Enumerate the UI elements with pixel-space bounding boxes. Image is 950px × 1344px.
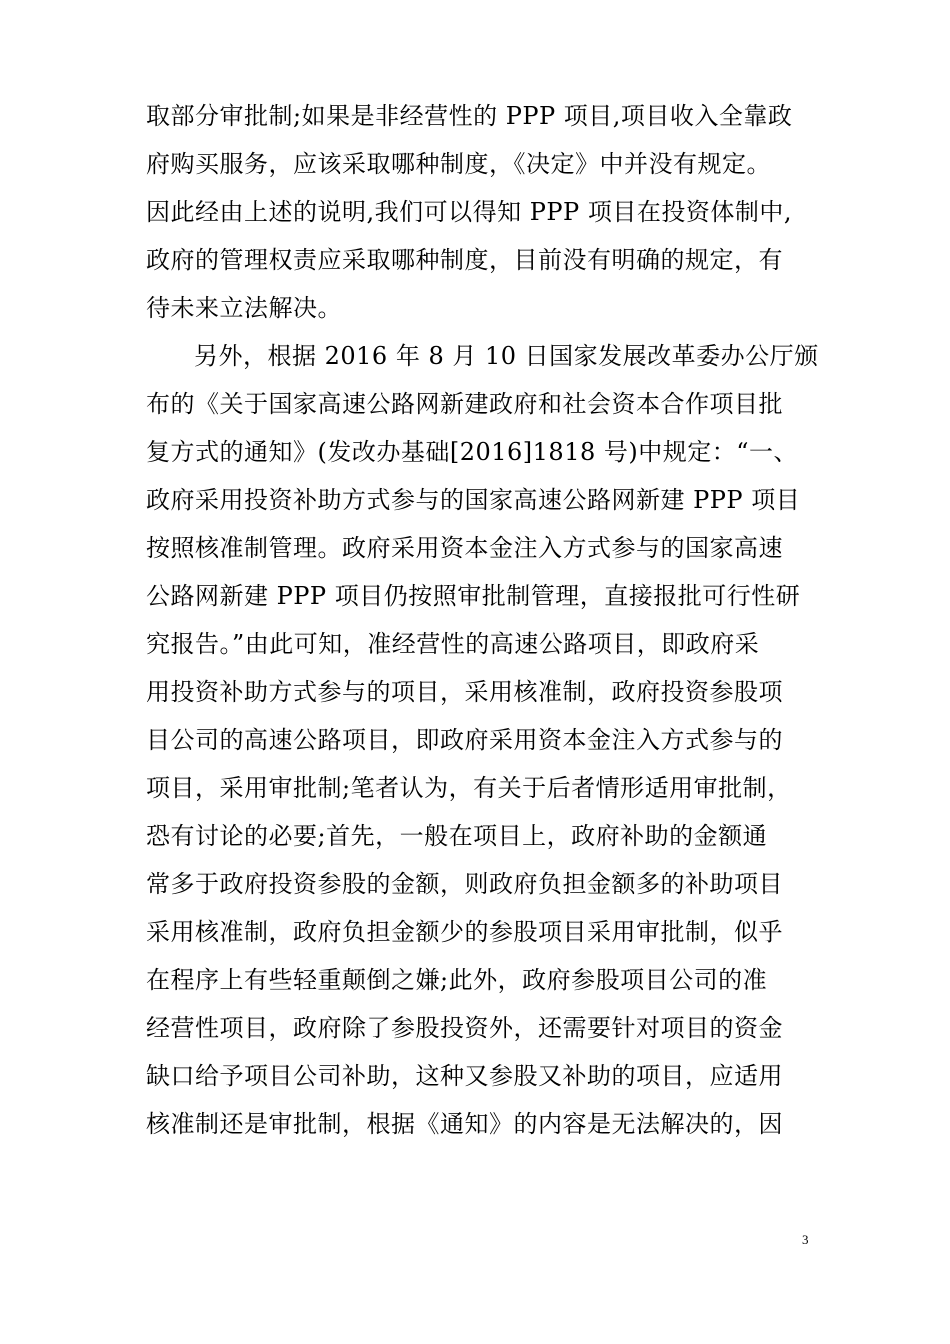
text-line: 采用核准制，政府负担金额少的参股项目采用审批制，似乎: [146, 918, 783, 946]
text-line: 按照核准制管理。政府采用资本金注入方式参与的国家高速: [146, 534, 783, 562]
text-line: 经营性项目，政府除了参股投资外，还需要针对项目的资金: [146, 1014, 783, 1042]
text-line: 政府的管理权责应采取哪种制度，目前没有明确的规定，有: [146, 246, 783, 274]
text-line: 取部分审批制;如果是非经营性的 PPP 项目,项目收入全靠政: [146, 102, 793, 130]
text-line: 核准制还是审批制，根据《通知》的内容是无法解决的，因: [146, 1110, 783, 1138]
page-number: 3: [802, 1232, 809, 1247]
text-line: 府购买服务，应该采取哪种制度，《决定》中并没有规定。: [146, 150, 771, 178]
text-line: 公路网新建 PPP 项目仍按照审批制管理，直接报批可行性研: [146, 582, 801, 610]
paragraph-start-line: 另外，根据 2016 年 8 月 10 日国家发展改革委办公厅颁: [194, 342, 819, 370]
text-line: 目公司的高速公路项目，即政府采用资本金注入方式参与的: [146, 726, 783, 754]
text-line: 究报告。”由此可知，准经营性的高速公路项目，即政府采: [146, 630, 760, 658]
text-line: 缺口给予项目公司补助，这种又参股又补助的项目，应适用: [146, 1062, 783, 1090]
text-line: 复方式的通知》(发改办基础[2016]1818 号)中规定：“一、: [146, 438, 799, 466]
text-line: 用投资补助方式参与的项目，采用核准制，政府投资参股项: [146, 678, 783, 706]
text-line: 常多于政府投资参股的金额，则政府负担金额多的补助项目: [146, 870, 783, 898]
text-line: 项目，采用审批制;笔者认为，有关于后者情形适用审批制，: [146, 774, 792, 802]
text-line: 因此经由上述的说明,我们可以得知 PPP 项目在投资体制中,: [146, 198, 792, 226]
text-line: 布的《关于国家高速公路网新建政府和社会资本合作项目批: [146, 390, 783, 418]
text-line: 政府采用投资补助方式参与的国家高速公路网新建 PPP 项目: [146, 486, 801, 514]
text-line: 恐有讨论的必要;首先，一般在项目上，政府补助的金额通: [146, 822, 768, 850]
text-line: 待未来立法解决。: [146, 294, 342, 322]
text-line: 在程序上有些轻重颠倒之嫌;此外，政府参股项目公司的准: [146, 966, 768, 994]
body-text: [146, 92, 819, 1148]
